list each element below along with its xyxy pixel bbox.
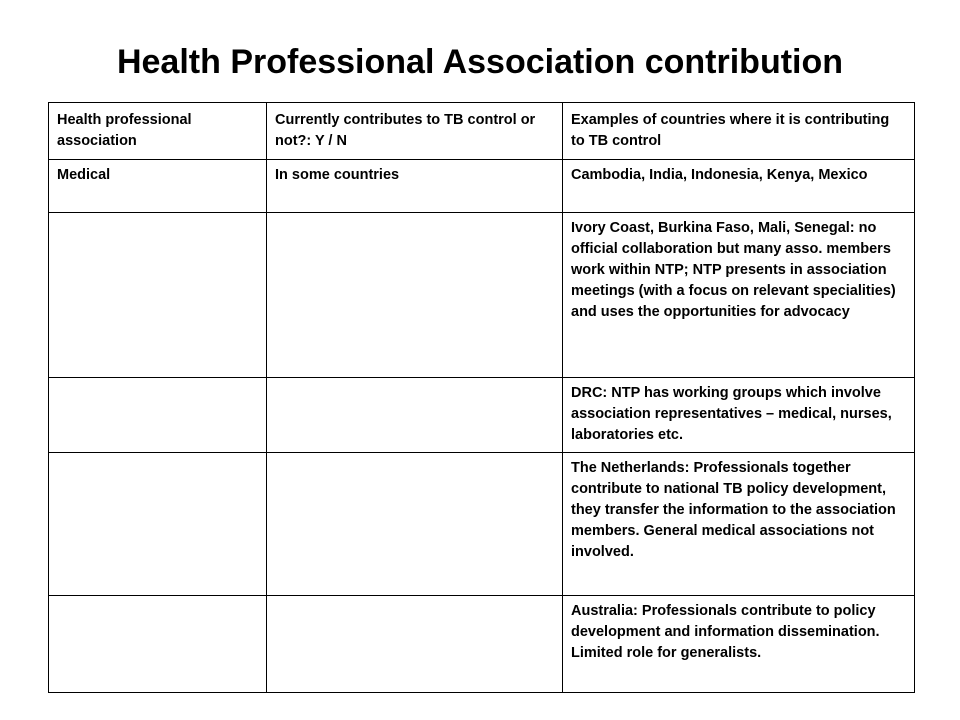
header-association: Health professional association (49, 103, 267, 160)
cell-contributes (267, 213, 563, 378)
cell-contributes: In some countries (267, 160, 563, 213)
slide-title: Health Professional Association contribution (116, 43, 844, 81)
cell-association: Medical (49, 160, 267, 213)
cell-examples: Australia: Professionals contribute to policy development and information dissemination. Limited role for generalists. (563, 596, 915, 693)
table-row (49, 160, 915, 213)
association-table (48, 102, 915, 693)
table-row (49, 596, 915, 693)
cell-examples: Ivory Coast, Burkina Faso, Mali, Senegal: no official collaboration but many asso. members work within NTP; NTP presents in association meetings (with a focus on relevant specialities) and uses the opportunities for advocacy (563, 213, 915, 378)
cell-association (49, 378, 267, 453)
table-row (49, 213, 915, 378)
header-examples: Examples of countries where it is contributing to TB control (563, 103, 915, 160)
table-row (49, 453, 915, 596)
table-row (49, 378, 915, 453)
cell-examples: Cambodia, India, Indonesia, Kenya, Mexico (563, 160, 915, 213)
header-contributes: Currently contributes to TB control or not?: Y / N (267, 103, 563, 160)
cell-examples: The Netherlands: Professionals together contribute to national TB policy development, they transfer the information to the association members. General medical associations not involved. (563, 453, 915, 596)
cell-contributes (267, 453, 563, 596)
cell-association (49, 596, 267, 693)
cell-contributes (267, 378, 563, 453)
cell-examples: DRC: NTP has working groups which involve association representatives – medical, nurses, laboratories etc. (563, 378, 915, 453)
cell-association (49, 453, 267, 596)
table-header-row (49, 103, 915, 160)
cell-association (49, 213, 267, 378)
cell-contributes (267, 596, 563, 693)
